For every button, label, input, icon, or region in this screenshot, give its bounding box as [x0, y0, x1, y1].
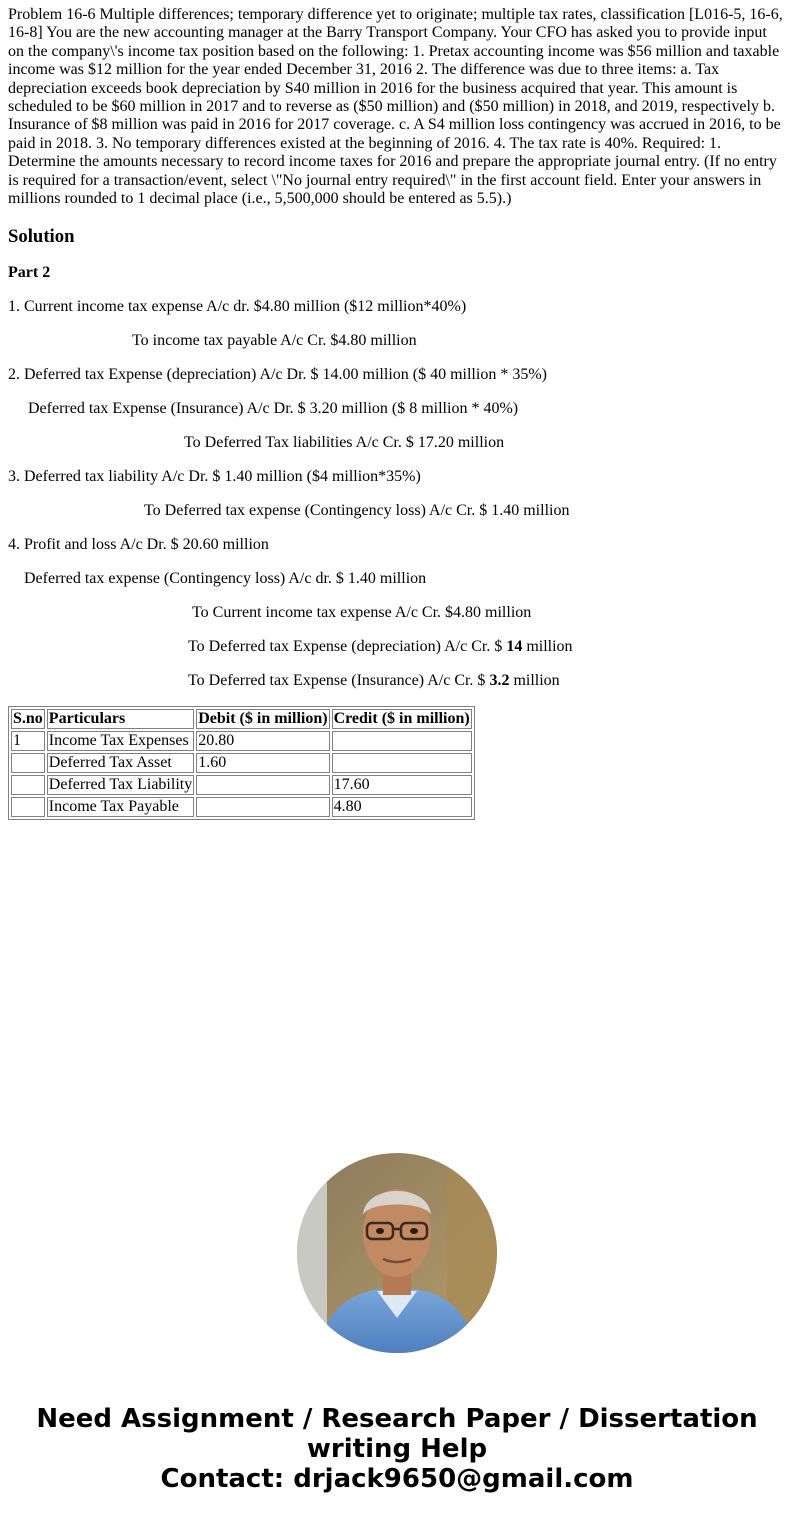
part-heading: Part 2 [8, 264, 51, 282]
table-row [11, 753, 472, 773]
column-header: Debit ($ in million) [198, 710, 328, 728]
table-row [11, 731, 472, 751]
table-cell [196, 797, 329, 817]
entry-text: To Deferred tax Expense (Insurance) A/c Cr. $ [188, 672, 490, 690]
table-cell: Income Tax Payable [47, 797, 194, 817]
entry-line: To Deferred tax expense (Contingency loss) A/c Cr. $ 1.40 million [144, 502, 570, 520]
entry-line: To Deferred Tax liabilities A/c Cr. $ 17.20 million [184, 434, 505, 452]
table-cell [11, 775, 45, 795]
solution-heading: Solution [8, 226, 75, 248]
entry-line: 4. Profit and loss A/c Dr. $ 20.60 million [8, 536, 269, 554]
table-cell [196, 775, 329, 795]
table-cell [332, 731, 472, 751]
author-photo [297, 1153, 497, 1353]
footer-line: writing Help [306, 1434, 488, 1464]
table-cell [11, 753, 45, 773]
table-cell: 1 [11, 731, 45, 751]
table-cell [11, 797, 45, 817]
column-header: Credit ($ in million) [333, 710, 470, 728]
table-header-row [11, 709, 472, 729]
entry-line: 2. Deferred tax Expense (depreciation) A/c Dr. $ 14.00 million ($ 40 million * 35%) [8, 366, 547, 384]
entry-line: To Current income tax expense A/c Cr. $4.80 million [192, 604, 532, 622]
table-cell: 1.60 [196, 753, 329, 773]
entry-line: 1. Current income tax expense A/c dr. $4.80 million ($12 million*40%) [8, 298, 467, 316]
portrait-image [297, 1153, 497, 1353]
entry-text: million [522, 638, 573, 656]
column-header: Particulars [47, 709, 194, 729]
table-cell: 20.80 [196, 731, 329, 751]
journal-table [8, 706, 475, 820]
entry-text: million [509, 672, 560, 690]
table-cell: 17.60 [332, 775, 472, 795]
table-row [11, 775, 472, 795]
table-row [11, 797, 472, 817]
table-cell: Deferred Tax Asset [47, 753, 194, 773]
problem-statement: Problem 16-6 Multiple differences; temporary difference yet to originate; multiple tax rates, classification [L016-5, 16-6, 16-8] You are the new accounting manager at the Barry Transport Company. Your CFO has asked you to provide input on the company\'s income tax position based on the following: 1. Pretax accounting income was $56 million and taxable income was $12 million for the year ended December 31, 2016 2. The difference was due to three items: a. Tax depreciation exceeds book depreciation by S40 million in 2016 for the business acquired that year. This amount is scheduled to be $60 million in 2017 and to reverse as ($50 million) and ($50 million) in 2018, and 2019, respectively b. Insurance of $8 million was paid in 2016 for 2017 coverage. c. A S4 million loss contingency was accrued in 2016, to be paid in 2018. 3. No temporary differences existed at the beginning of 2016. 4. The tax rate is 40%. Required: 1. Determine the amounts necessary to record income taxes for 2016 and prepare the appropriate journal entry. (If no entry is required for a transaction/event, select \"No journal entry required\" in the first account field. Enter your answers in millions rounded to 1 decimal place (i.e., 5,500,000 should be entered as 5.5).) [8, 6, 783, 208]
entry-line [8, 638, 786, 672]
column-header: S.no [13, 710, 43, 728]
journal-entries [8, 298, 786, 706]
entry-line: Deferred tax expense (Contingency loss) A/c dr. $ 1.40 million [24, 570, 427, 588]
table-cell: 4.80 [332, 797, 472, 817]
footer-contact: Contact: drjack9650@gmail.com [160, 1464, 634, 1494]
footer-banner [0, 1404, 794, 1494]
entry-line: Deferred tax Expense (Insurance) A/c Dr. $ 3.20 million ($ 8 million * 40%) [28, 400, 519, 418]
entry-amount: 14 [506, 638, 523, 656]
table-cell [332, 753, 472, 773]
entry-text: To Deferred tax Expense (depreciation) A/c Cr. $ [188, 638, 507, 656]
entry-line: To income tax payable A/c Cr. $4.80 million [132, 332, 417, 350]
entry-line: 3. Deferred tax liability A/c Dr. $ 1.40 million ($4 million*35%) [8, 468, 421, 486]
entry-line [8, 672, 786, 706]
footer-line: Need Assignment / Research Paper / Dissertation [36, 1404, 758, 1434]
table-cell: Income Tax Expenses [47, 731, 194, 751]
entry-amount: 3.2 [489, 672, 510, 690]
table-cell: Deferred Tax Liability [48, 776, 193, 794]
